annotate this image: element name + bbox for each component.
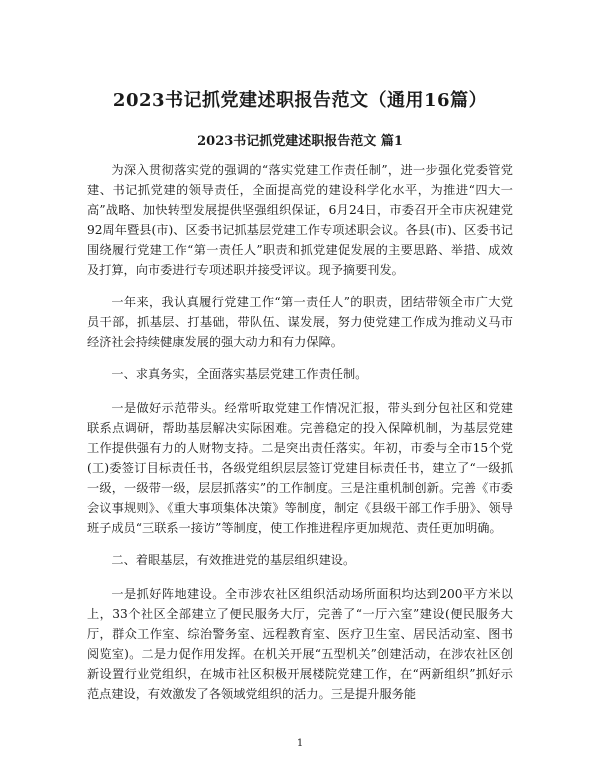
paragraph-summary: 一年来，我认真履行党建工作“第一责任人”的职责，团结带领全市广大党员干部，抓基层、打基础，带队伍、谋发展，努力使党建工作成为推动义马市经济社会持续健康发展的强大动力和有力保障。 [87, 295, 513, 349]
document-title: 2023书记抓党建述职报告范文（通用16篇） [112, 90, 488, 111]
section-title: 2023书记抓党建述职报告范文 篇1 [197, 134, 403, 149]
paragraph-section-1: 一是做好示范带头。经常听取党建工作情况汇报，带头到分包社区和党建联系点调研，帮助基层解决实际困难。完善稳定的投入保障机制，为基层党建工作提供强有力的人财物支持。二是突出责任落实。年初，市委与全市15个党(工)委签订目标责任书，各级党组织层层签订党建目标责任书，建立了“一级抓一级，一级带一级，层层抓落实”的工作制度。三是注重机制创新。完善《市委会议事规则》、《重大事项集体决策》等制度，制定《县级干部工作手册》、领导班子成员“三联系一接访”等制度，使工作推进程序更加规范、责任更加明确。 [87, 401, 513, 535]
document-body [87, 160, 513, 716]
section-heading-2: 二、着眼基层，有效推进党的基层组织建设。 [111, 553, 356, 567]
paragraph-intro: 为深入贯彻落实党的强调的“落实党建工作责任制”，进一步强化党委管党建、书记抓党建的领导责任，全面提高党的建设科学化水平，为推进“四大一高”战略、加快转型发展提供坚强组织保证，6月24日，市委召开全市庆祝建党92周年暨县(市)、区委书记抓基层党建工作专项述职会议。各县(市)、区委书记围绕履行党建工作“第一责任人”职责和抓党建促发展的主要思路、举措、成效及打算，向市委进行专项述职并接受评议。现予摘要刊发。 [87, 163, 513, 277]
page-number: 1 [296, 738, 304, 749]
paragraph-section-2: 一是抓好阵地建设。全市涉农社区组织活动场所面积均达到200平方米以上，33个社区全部建立了便民服务大厅，完善了“一厅六室”建设(便民服务大厅，群众工作室、综治警务室、远程教育室、医疗卫生室、居民活动室、图书阅览室)。二是力促作用发挥。在机关开展“五型机关”创建活动，在涉农社区创新设置行业党组织，在城市社区积极开展楼院党建工作，在“两新组织”抓好示范点建设，有效激发了各领域党组织的活力。三是提升服务能 [87, 587, 513, 701]
section-heading-1: 一、求真务实，全面落实基层党建工作责任制。 [111, 367, 368, 381]
